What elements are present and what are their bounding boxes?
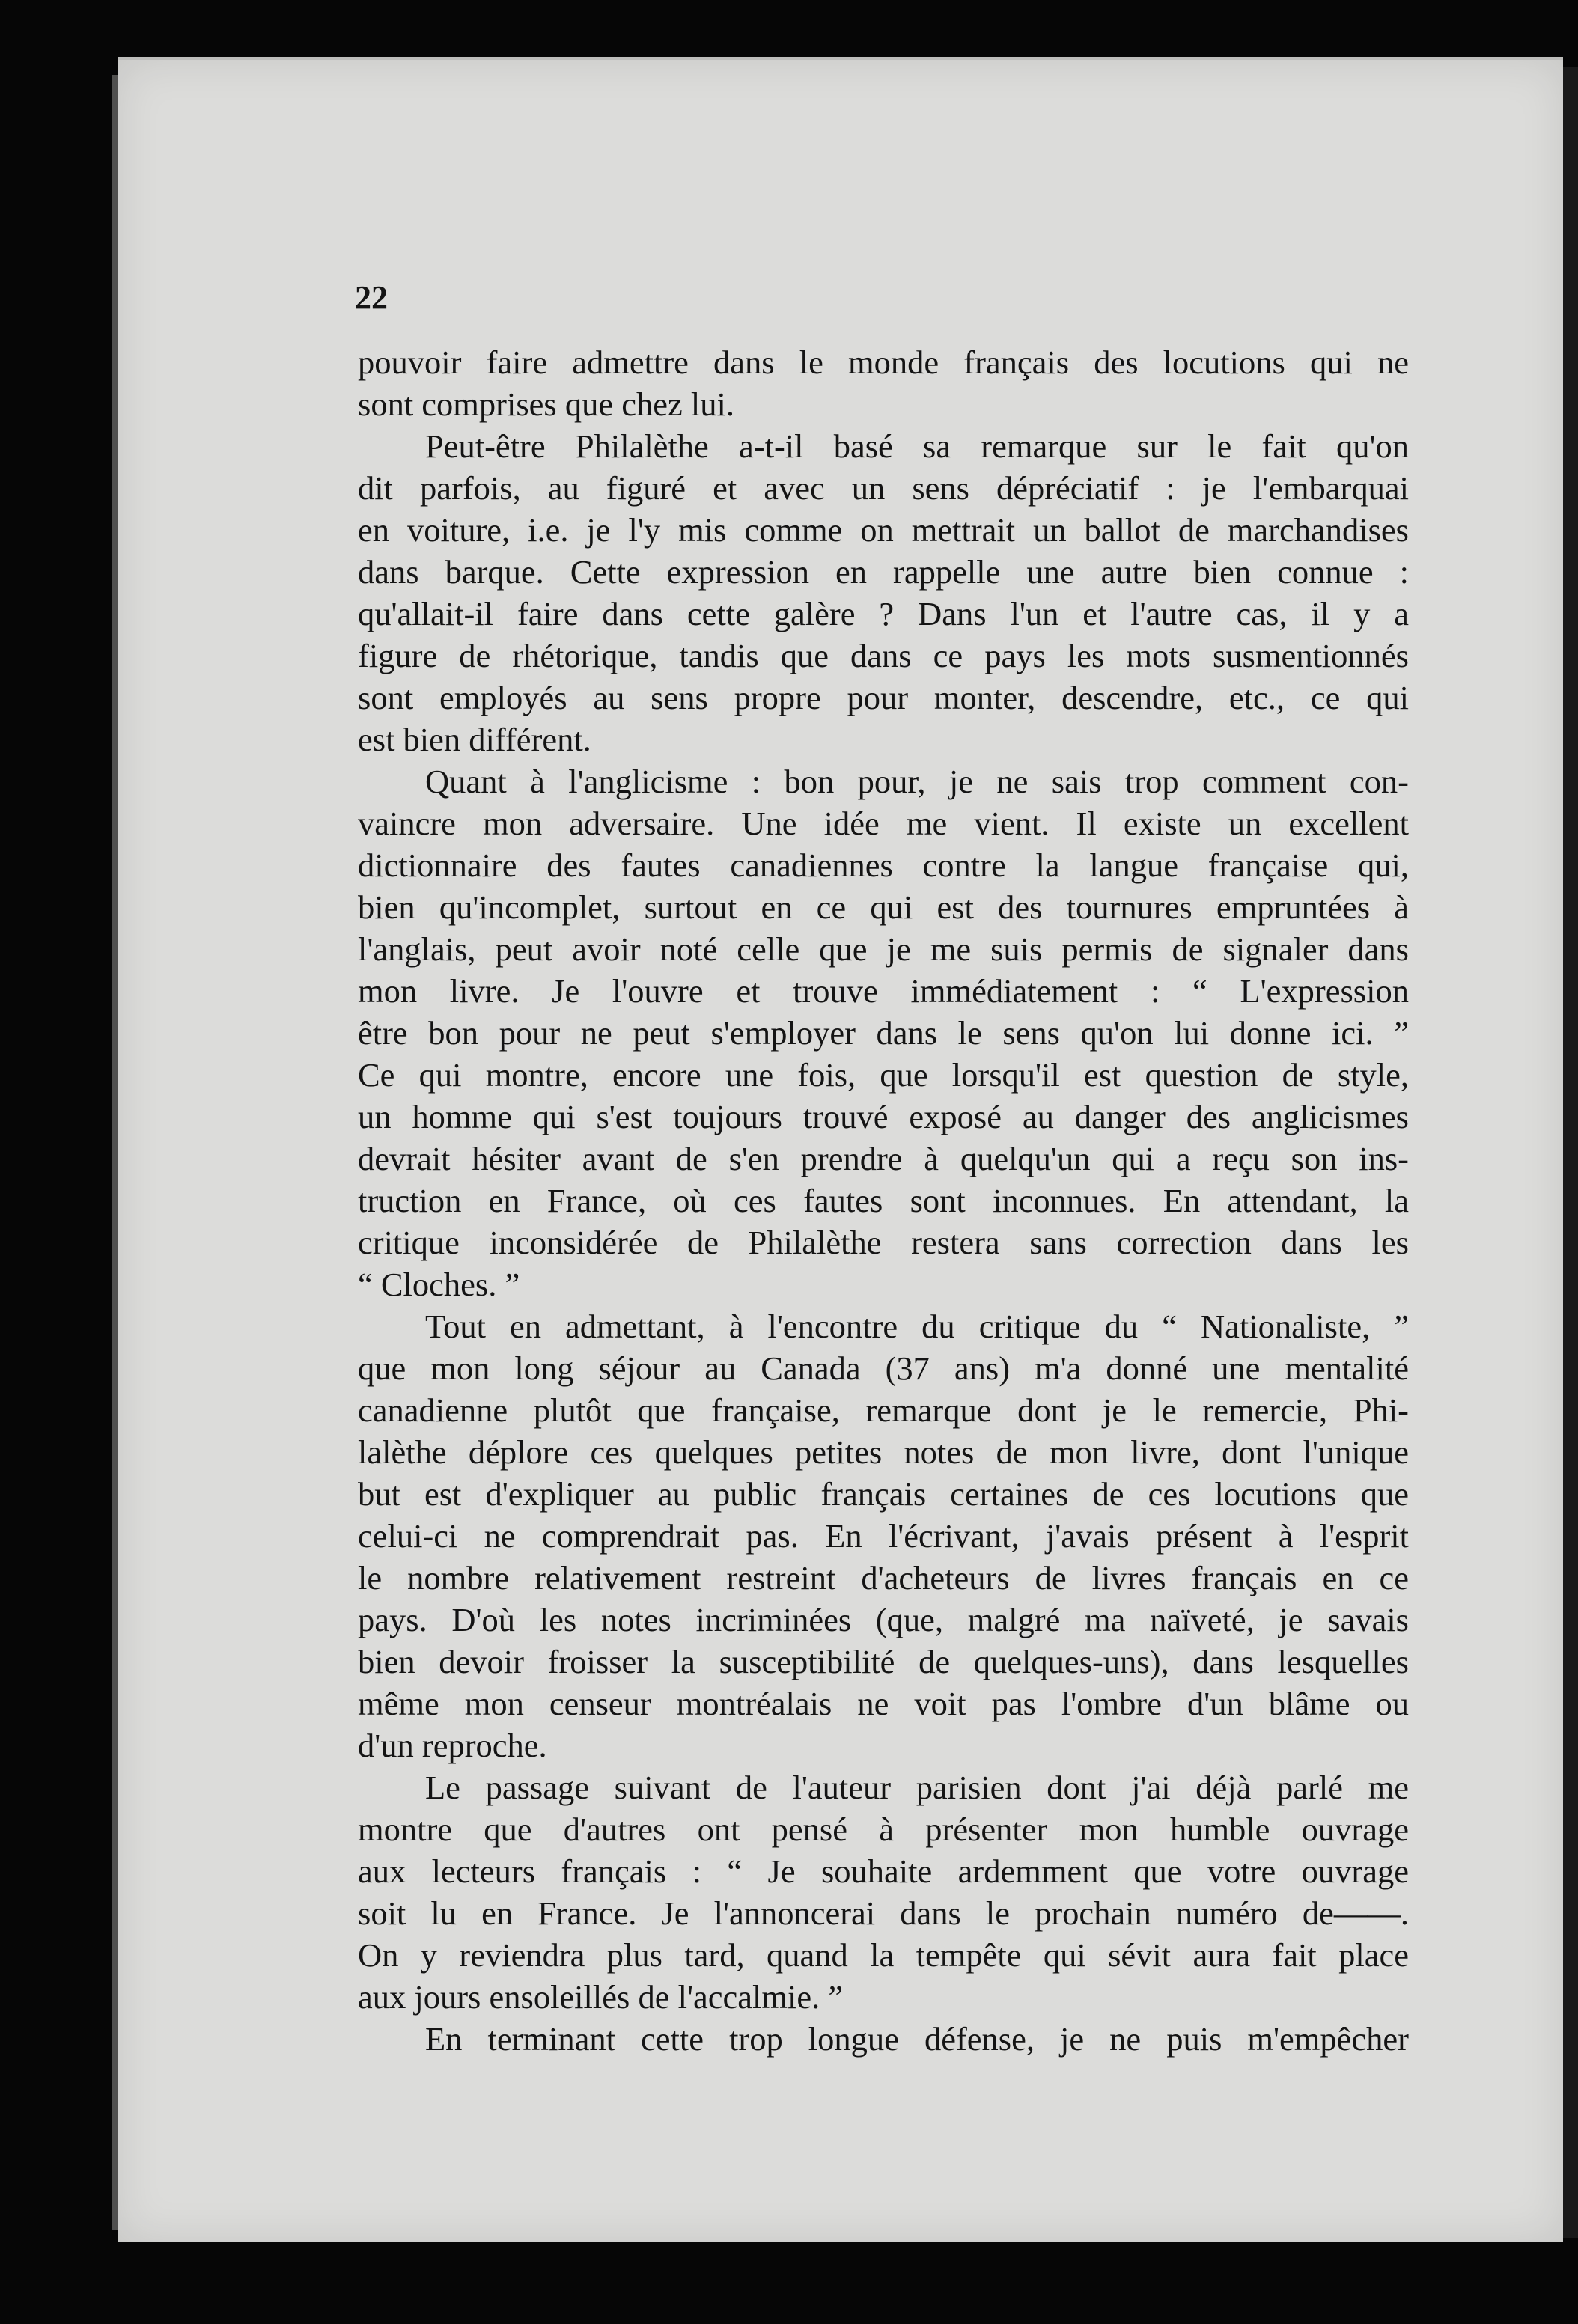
- text-line: dans barque. Cette expression en rappelle une autre bien connue :: [358, 553, 1409, 591]
- text-line: dictionnaire des fautes canadiennes contre la langue française qui,: [358, 847, 1409, 884]
- text-line: soit lu en France. Je l'annoncerai dans le prochain numéro de——.: [358, 1894, 1409, 1932]
- text-line: vaincre mon adversaire. Une idée me vient. Il existe un excellent: [358, 805, 1409, 842]
- text-line: Peut-être Philalèthe a-t-il basé sa remarque sur le fait qu'on: [425, 427, 1409, 465]
- text-line: l'anglais, peut avoir noté celle que je me suis permis de signaler dans: [358, 930, 1409, 968]
- text-line: bien qu'incomplet, surtout en ce qui est des tournures empruntées à: [358, 888, 1409, 926]
- text-line: Tout en admettant, à l'encontre du critique du “ Nationaliste, ”: [425, 1308, 1409, 1345]
- text-line: En terminant cette trop longue défense, je ne puis m'empêcher: [425, 2020, 1409, 2058]
- text-line: Le passage suivant de l'auteur parisien dont j'ai déjà parlé me: [425, 1769, 1409, 1806]
- text-line: pouvoir faire admettre dans le monde français des locutions qui ne: [358, 344, 1409, 381]
- text-line: but est d'expliquer au public français certaines de ces locutions que: [358, 1475, 1409, 1513]
- page-right-edge: [1563, 67, 1578, 2238]
- text-line: sont employés au sens propre pour monter, descendre, etc., ce qui: [358, 679, 1409, 716]
- page-number: 22: [355, 279, 388, 316]
- text-line: dit parfois, au figuré et avec un sens dépréciatif : je l'embarquai: [358, 469, 1409, 507]
- text-line: Quant à l'anglicisme : bon pour, je ne sais trop comment con-: [425, 763, 1409, 800]
- text-line: On y reviendra plus tard, quand la tempête qui sévit aura fait place: [358, 1936, 1409, 1974]
- text-line: mon livre. Je l'ouvre et trouve immédiatement : “ L'expression: [358, 972, 1409, 1010]
- text-line: truction en France, où ces fautes sont inconnues. En attendant, la: [358, 1182, 1409, 1219]
- text-line: un homme qui s'est toujours trouvé exposé au danger des anglicismes: [358, 1098, 1409, 1135]
- text-line: critique inconsidérée de Philalèthe restera sans correction dans les: [358, 1224, 1409, 1261]
- text-line: montre que d'autres ont pensé à présenter mon humble ouvrage: [358, 1811, 1409, 1848]
- text-line: lalèthe déplore ces quelques petites notes de mon livre, dont l'unique: [358, 1433, 1409, 1471]
- text-line: d'un reproche.: [358, 1727, 547, 1764]
- text-line: est bien différent.: [358, 721, 591, 758]
- text-line: aux jours ensoleillés de l'accalmie. ”: [358, 1978, 844, 2016]
- text-line: en voiture, i.e. je l'y mis comme on mettrait un ballot de marchandises: [358, 511, 1409, 549]
- text-line: “ Cloches. ”: [358, 1266, 520, 1303]
- text-line: que mon long séjour au Canada (37 ans) m'a donné une mentalité: [358, 1349, 1409, 1387]
- text-line: devrait hésiter avant de s'en prendre à quelqu'un qui a reçu son ins-: [358, 1140, 1409, 1177]
- text-line: aux lecteurs français : “ Je souhaite ardemment que votre ouvrage: [358, 1852, 1409, 1890]
- body-text: [358, 341, 1409, 2060]
- text-line: le nombre relativement restreint d'acheteurs de livres français en ce: [358, 1559, 1409, 1596]
- text-line: celui-ci ne comprendrait pas. En l'écrivant, j'avais présent à l'esprit: [358, 1517, 1409, 1555]
- text-line: canadienne plutôt que française, remarque dont je le remercie, Phi-: [358, 1391, 1409, 1429]
- text-line: qu'allait-il faire dans cette galère ? Dans l'un et l'autre cas, il y a: [358, 595, 1409, 632]
- text-line: bien devoir froisser la susceptibilité de quelques-uns), dans lesquelles: [358, 1643, 1409, 1680]
- text-line: Ce qui montre, encore une fois, que lorsqu'il est question de style,: [358, 1056, 1409, 1094]
- text-line: être bon pour ne peut s'employer dans le sens qu'on lui donne ici. ”: [358, 1014, 1409, 1052]
- text-line: sont comprises que chez lui.: [358, 385, 734, 423]
- text-line: figure de rhétorique, tandis que dans ce pays les mots susmentionnés: [358, 637, 1409, 674]
- text-line: pays. D'où les notes incriminées (que, malgré ma naïveté, je savais: [358, 1601, 1409, 1638]
- text-line: même mon censeur montréalais ne voit pas l'ombre d'un blâme ou: [358, 1685, 1409, 1722]
